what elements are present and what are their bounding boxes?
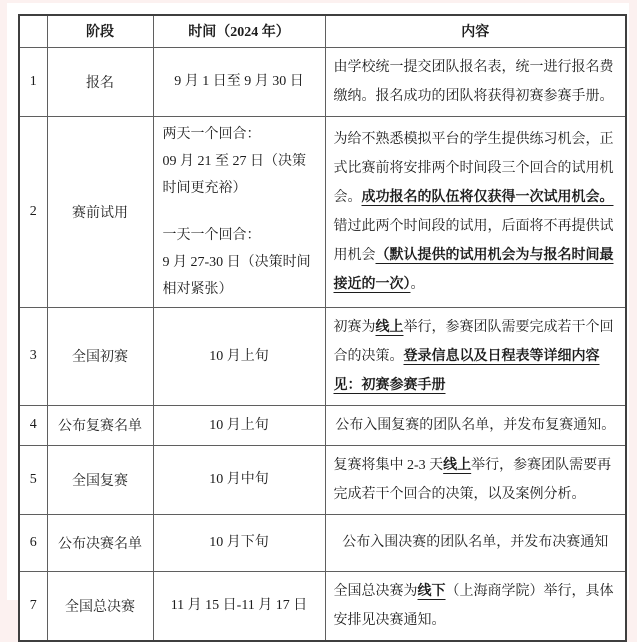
time-cell — [153, 116, 325, 307]
content-cell — [325, 445, 626, 514]
table-body — [19, 47, 626, 641]
time-line: 一天一个回合： — [163, 222, 319, 249]
schedule-table — [18, 14, 627, 642]
text-segment: 复赛将集中 2-3 天 — [334, 458, 444, 473]
table-row — [19, 47, 626, 116]
text-segment: 举行，参赛团队需要完成若干个回合的决策。 — [334, 320, 614, 364]
time-line: 9 月 27-30 日（决策时间相对紧张） — [163, 249, 319, 303]
text-segment: 公布入围决赛的团队名单，并发布决赛通知 — [342, 535, 608, 550]
row-number-cell: 2 — [19, 116, 47, 307]
row-number-cell: 6 — [19, 514, 47, 571]
text-segment: 初赛为 — [334, 320, 376, 335]
stage-cell: 全国复赛 — [47, 445, 153, 514]
stage-cell: 报名 — [47, 47, 153, 116]
emphasized-text-segment: 成功报名的队伍将仅获得一次试用机会。 — [362, 190, 614, 205]
emphasized-text-segment: 登录信息以及日程表等详细内容见：初赛参赛手册 — [334, 349, 600, 393]
emphasized-text-segment: 线上 — [443, 458, 471, 473]
row-number-cell: 3 — [19, 307, 47, 405]
time-line: 10 月下旬 — [160, 529, 319, 556]
stage-cell: 全国总决赛 — [47, 571, 153, 641]
emphasized-text-segment: （默认提供的试用机会为与报名时间最接近的一次） — [334, 248, 614, 292]
content-cell — [325, 405, 626, 445]
stage-cell: 赛前试用 — [47, 116, 153, 307]
content-cell — [325, 116, 626, 307]
row-number-cell: 4 — [19, 405, 47, 445]
time-line: 10 月上旬 — [160, 343, 319, 370]
time-cell — [153, 307, 325, 405]
header-cell-content: 内容 — [325, 15, 626, 47]
text-segment: 举行，参赛团队需要再完成若干个回合的决策，以及案例分析。 — [334, 458, 612, 502]
table-row — [19, 445, 626, 514]
time-line: 两天一个回合： — [163, 121, 319, 148]
header-cell-stage: 阶段 — [47, 15, 153, 47]
text-segment: 全国总决赛为 — [334, 584, 418, 599]
stage-cell: 公布决赛名单 — [47, 514, 153, 571]
stage-cell: 全国初赛 — [47, 307, 153, 405]
time-line — [163, 202, 319, 222]
row-number-cell: 5 — [19, 445, 47, 514]
table-row — [19, 116, 626, 307]
table-row — [19, 571, 626, 641]
table-row — [19, 405, 626, 445]
time-cell — [153, 514, 325, 571]
time-cell — [153, 47, 325, 116]
time-line: 11 月 15 日-11 月 17 日 — [160, 592, 319, 619]
text-segment: （上海商学院）举行，具体安排见决赛通知。 — [334, 584, 614, 628]
header-cell-time: 时间（2024 年） — [153, 15, 325, 47]
row-number-cell: 7 — [19, 571, 47, 641]
time-line: 10 月中旬 — [160, 466, 319, 493]
text-segment: 。 — [411, 277, 425, 292]
time-line: 9 月 1 日至 9 月 30 日 — [160, 68, 319, 95]
time-cell — [153, 405, 325, 445]
header-cell-index — [19, 15, 47, 47]
content-cell — [325, 514, 626, 571]
stage-cell: 公布复赛名单 — [47, 405, 153, 445]
emphasized-text-segment: 线下 — [418, 584, 446, 599]
text-segment: 公布入围复赛的团队名单，并发布复赛通知。 — [335, 418, 615, 433]
table-row — [19, 307, 626, 405]
time-cell — [153, 571, 325, 641]
emphasized-text-segment: 线上 — [376, 320, 404, 335]
content-cell — [325, 571, 626, 641]
content-cell — [325, 47, 626, 116]
time-cell — [153, 445, 325, 514]
row-number-cell: 1 — [19, 47, 47, 116]
text-segment: 由学校统一提交团队报名表，统一进行报名费缴纳。报名成功的团队将获得初赛参赛手册。 — [334, 60, 614, 104]
time-line: 10 月上旬 — [160, 412, 319, 439]
text-segment: 为给不熟悉模拟平台的学生提供练习机会，正式比赛前将安排两个时间段三个回合的试用机会。 — [334, 132, 614, 205]
content-cell — [325, 307, 626, 405]
table-row — [19, 514, 626, 571]
time-line: 09 月 21 至 27 日（决策时间更充裕） — [163, 148, 319, 202]
table-header-row — [19, 15, 626, 47]
text-segment: 错过此两个时间段的试用，后面将不再提供试用机会 — [334, 219, 614, 263]
